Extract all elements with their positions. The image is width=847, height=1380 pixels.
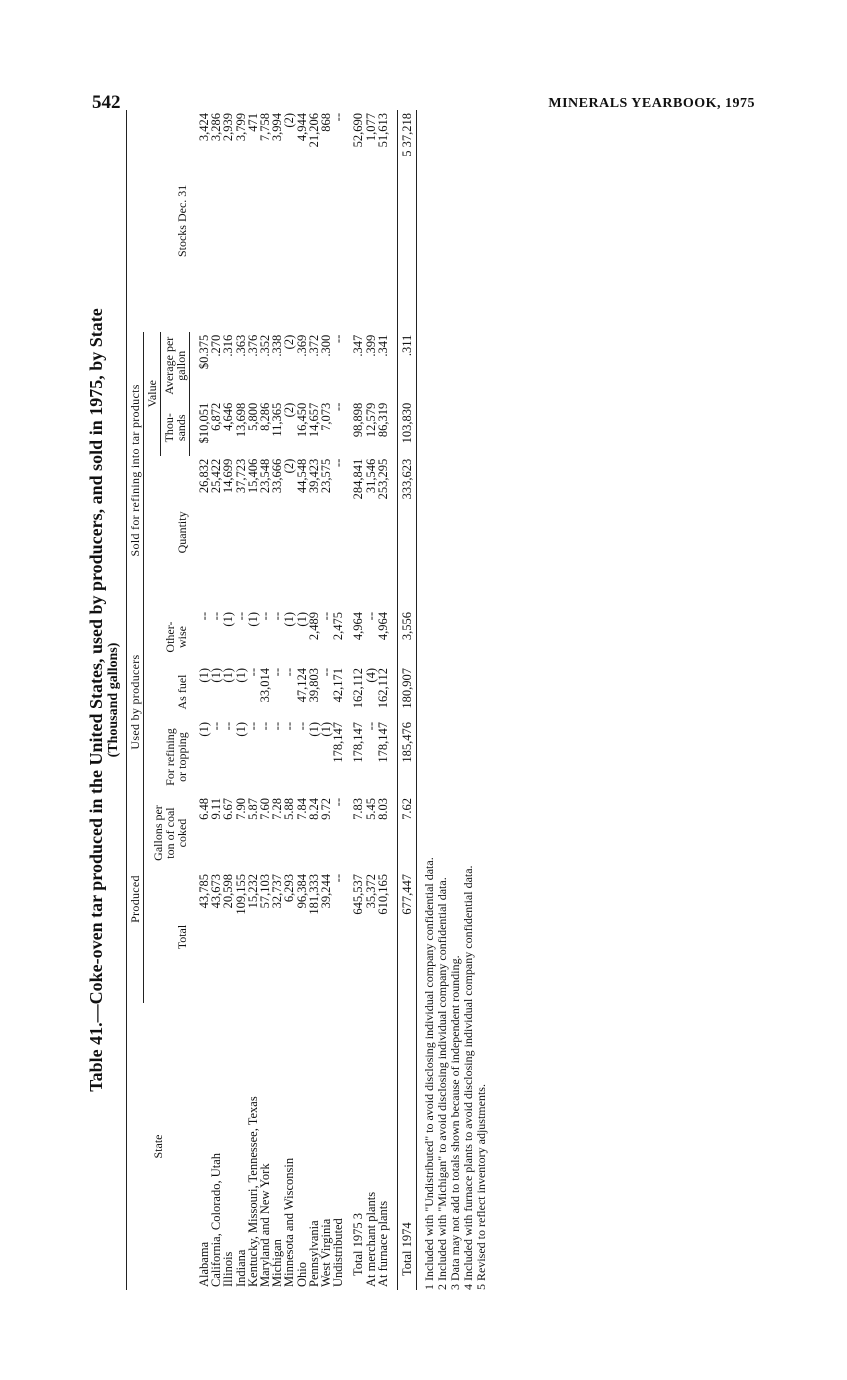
- refining-cell: 178,147: [375, 722, 390, 763]
- thousands-cell: 13,698: [233, 402, 248, 438]
- stocks-cell: 2,939: [221, 113, 236, 142]
- table-subtitle: (Thousand gallons): [106, 642, 121, 758]
- fuel-cell: 162,112: [375, 668, 390, 709]
- gpt-cell: 5.87: [245, 798, 260, 820]
- otherwise-cell: 4,964: [351, 612, 366, 641]
- avg-cell: (2): [282, 334, 297, 350]
- quantity-cell: 15,406: [245, 458, 260, 494]
- total-cell: 109,155: [233, 874, 248, 915]
- quantity-cell: 333,623: [398, 456, 417, 609]
- table-row: [352, 110, 364, 1290]
- thousands-cell: 86,319: [375, 402, 390, 438]
- header-value: Value: [144, 332, 161, 456]
- refining-cell: --: [363, 722, 378, 731]
- thousands-cell: 7,073: [319, 402, 334, 431]
- refining-cell: --: [221, 722, 236, 731]
- table-row: [222, 110, 234, 1290]
- table-row: [210, 110, 222, 1290]
- footnote: 4 Included with furnace plants to avoid disclosing individual company confidential data.: [461, 865, 476, 1290]
- stocks-cell: 21,206: [306, 113, 321, 148]
- thousands-cell: 12,579: [363, 402, 378, 438]
- avg-cell: .300: [319, 334, 334, 357]
- fuel-cell: 180,907: [398, 665, 417, 719]
- avg-cell: .341: [375, 334, 390, 357]
- quantity-cell: 253,295: [375, 458, 390, 500]
- fuel-cell: 162,112: [351, 668, 366, 709]
- otherwise-cell: --: [270, 612, 285, 621]
- gpt-cell: 7.60: [258, 798, 273, 820]
- state-cell: Maryland and New York: [258, 1163, 273, 1287]
- total-cell: --: [331, 874, 346, 883]
- state-cell: At merchant plants: [363, 1191, 378, 1287]
- header-gallons-per-ton: Gallons per ton of coal coked: [150, 805, 189, 861]
- avg-cell: .376: [245, 334, 260, 357]
- refining-cell: (1): [306, 722, 321, 737]
- total-cell: 15,232: [245, 874, 260, 909]
- state-cell: Ohio: [294, 1262, 309, 1287]
- gpt-cell: 5.88: [282, 798, 297, 820]
- table-title: Table 41.—Coke-oven tar produced in the United States, used by producers, and sold in 1975, by State: [86, 308, 106, 1092]
- avg-cell: .352: [258, 334, 273, 357]
- gpt-cell: 7.28: [270, 798, 285, 820]
- thousands-cell: 6,872: [209, 402, 224, 431]
- table-row: [198, 110, 210, 1290]
- table-body: [190, 110, 417, 1290]
- gpt-cell: 7.90: [233, 798, 248, 820]
- refining-cell: --: [258, 722, 273, 731]
- avg-cell: .311: [398, 332, 417, 400]
- header-quantity: Quantity: [174, 511, 189, 554]
- quantity-cell: 37,723: [233, 458, 248, 494]
- stocks-cell: 1,077: [363, 113, 378, 142]
- stocks-cell: 3,994: [270, 113, 285, 142]
- fuel-cell: 47,124: [294, 668, 309, 703]
- total-cell: 43,785: [197, 874, 211, 909]
- gpt-cell: 6.48: [197, 798, 211, 820]
- avg-cell: .316: [221, 334, 236, 357]
- total-cell: 39,244: [319, 874, 334, 909]
- header-otherwise: Other-wise: [162, 621, 189, 653]
- avg-cell: .270: [209, 334, 224, 357]
- stocks-cell: 4,944: [294, 113, 309, 142]
- gpt-cell: 9.72: [319, 798, 334, 820]
- otherwise-cell: --: [363, 612, 378, 621]
- quantity-cell: 23,575: [319, 458, 334, 494]
- state-cell: California, Colorado, Utah: [209, 1153, 224, 1287]
- header-sold-for-refining: Sold for refining into tar products: [127, 332, 144, 609]
- otherwise-cell: --: [209, 612, 224, 621]
- footnote: 3 Data may not add to totals shown because of independent rounding.: [448, 955, 463, 1290]
- thousands-cell: 14,657: [306, 402, 321, 438]
- stocks-cell: 3,424: [197, 113, 211, 142]
- otherwise-cell: (1): [294, 612, 309, 627]
- gpt-cell: 8.03: [375, 798, 390, 820]
- refining-cell: (1): [197, 722, 211, 737]
- fuel-cell: (1): [233, 668, 248, 683]
- fuel-cell: --: [245, 668, 260, 677]
- fuel-cell: (4): [363, 668, 378, 683]
- thousands-cell: 5,800: [245, 402, 260, 431]
- table-row: [332, 110, 344, 1290]
- fuel-cell: --: [270, 668, 285, 677]
- total-cell: 6,293: [282, 874, 297, 903]
- table-row: [308, 110, 320, 1290]
- otherwise-cell: (1): [221, 612, 236, 627]
- fuel-cell: (1): [209, 668, 224, 683]
- avg-cell: .347: [351, 334, 366, 357]
- quantity-cell: --: [331, 458, 346, 468]
- gpt-cell: 7.84: [294, 798, 309, 820]
- thousands-cell: 98,898: [351, 402, 366, 438]
- table-row: [271, 110, 283, 1290]
- avg-cell: $0.375: [197, 334, 211, 370]
- fuel-cell: (1): [197, 668, 211, 683]
- otherwise-cell: --: [197, 612, 211, 621]
- footnote: 1 Included with "Undistributed" to avoid disclosing individual company confidential data.: [422, 857, 437, 1290]
- header-average-per-gallon: Average per gallon: [161, 332, 190, 400]
- avg-cell: .372: [306, 334, 321, 357]
- state-cell: Kentucky, Missouri, Tennessee, Texas: [245, 1096, 260, 1287]
- stocks-cell: 3,799: [233, 113, 248, 142]
- thousands-cell: 4,646: [221, 402, 236, 431]
- refining-cell: 178,147: [331, 722, 346, 763]
- otherwise-cell: 2,475: [331, 612, 346, 641]
- header-used-by-producers: Used by producers: [127, 609, 144, 795]
- quantity-cell: 44,548: [294, 458, 309, 494]
- stocks-cell: 3,286: [209, 113, 224, 142]
- gpt-cell: 7.83: [351, 798, 366, 820]
- table-row: [377, 110, 389, 1290]
- thousands-cell: (2): [282, 402, 297, 418]
- thousands-cell: --: [331, 402, 346, 412]
- state-cell: Total 1975 3: [351, 1212, 366, 1276]
- avg-cell: .338: [270, 334, 285, 357]
- total-cell: 35,372: [363, 874, 378, 909]
- total-cell: 96,384: [294, 874, 309, 909]
- coke-oven-tar-table: [126, 110, 417, 1290]
- table-row: [365, 110, 377, 1290]
- header-for-refining: For refining or topping: [162, 728, 189, 786]
- header-state: State: [127, 1003, 190, 1290]
- state-cell: Total 1974: [398, 1003, 417, 1290]
- state-cell: Pennsylvania: [306, 1220, 321, 1287]
- state-cell: Indiana: [233, 1249, 248, 1287]
- state-cell: West Virginia: [319, 1218, 334, 1287]
- gpt-cell: --: [331, 798, 346, 807]
- fuel-cell: --: [282, 668, 297, 677]
- header-thousands: Thou-sands: [161, 400, 190, 456]
- stocks-cell: 52,690: [351, 113, 366, 148]
- page-number: 542: [92, 92, 121, 113]
- running-header: MINERALS YEARBOOK, 1975: [548, 96, 755, 111]
- stocks-cell: 5 37,218: [398, 110, 417, 332]
- state-cell: Michigan: [270, 1239, 285, 1287]
- stocks-cell: 471: [245, 113, 260, 132]
- state-cell: Undistributed: [331, 1218, 346, 1287]
- quantity-cell: 31,546: [363, 458, 378, 494]
- state-cell: Alabama: [197, 1241, 211, 1287]
- total-cell: 57,103: [258, 874, 273, 909]
- refining-cell: (1): [233, 722, 248, 737]
- gpt-cell: 8.24: [306, 798, 321, 820]
- otherwise-cell: --: [233, 612, 248, 621]
- thousands-cell: 8,286: [258, 402, 273, 431]
- refining-cell: 178,147: [351, 722, 366, 763]
- header-produced: Produced: [127, 795, 144, 1003]
- refining-cell: --: [270, 722, 285, 731]
- gpt-cell: 7.62: [398, 795, 417, 871]
- otherwise-cell: --: [319, 612, 334, 621]
- footnotes: [423, 110, 488, 1290]
- gpt-cell: 9.11: [209, 798, 224, 820]
- otherwise-cell: (1): [245, 612, 260, 627]
- gpt-cell: 6.67: [221, 798, 236, 820]
- quantity-cell: 23,548: [258, 458, 273, 494]
- refining-cell: (1): [319, 722, 334, 737]
- state-cell: At furnace plants: [375, 1200, 390, 1287]
- state-cell: Minnesota and Wisconsin: [282, 1157, 297, 1287]
- fuel-cell: 42,171: [331, 668, 346, 703]
- otherwise-cell: (1): [282, 612, 297, 627]
- quantity-cell: (2): [282, 458, 297, 474]
- footnote: 2 Included with "Michigan" to avoid disclosing individual company confidential data.: [435, 877, 450, 1290]
- header-produced-total: Total: [174, 924, 189, 950]
- quantity-cell: 25,422: [209, 458, 224, 494]
- otherwise-cell: 2,489: [306, 612, 321, 641]
- header-stocks: Stocks Dec. 31: [127, 110, 190, 332]
- otherwise-cell: --: [258, 612, 273, 621]
- total-cell: 677,447: [398, 871, 417, 1003]
- stocks-cell: 7,758: [258, 113, 273, 142]
- rotated-table-block: [84, 110, 554, 1290]
- table-row: [296, 110, 308, 1290]
- fuel-cell: (1): [221, 668, 236, 683]
- footnote: 5 Revised to reflect inventory adjustments.: [474, 1084, 489, 1290]
- stocks-cell: (2): [282, 113, 297, 128]
- quantity-cell: 33,666: [270, 458, 285, 494]
- thousands-cell: $10,051: [197, 402, 211, 444]
- stocks-cell: 868: [319, 113, 334, 132]
- table-row: [283, 110, 295, 1290]
- total-cell: 43,673: [209, 874, 224, 909]
- state-cell: Illinois: [221, 1251, 236, 1287]
- refining-cell: --: [209, 722, 224, 731]
- quantity-cell: 26,832: [197, 458, 211, 494]
- total-cell: 181,333: [306, 874, 321, 915]
- refining-cell: --: [282, 722, 297, 731]
- otherwise-cell: 4,964: [375, 612, 390, 641]
- total-cell: 610,165: [375, 874, 390, 915]
- stocks-cell: 51,613: [375, 113, 390, 148]
- avg-cell: .399: [363, 334, 378, 357]
- otherwise-cell: 3,556: [398, 609, 417, 665]
- total-cell: 20,598: [221, 874, 236, 909]
- stocks-cell: --: [331, 113, 346, 122]
- table-row: [259, 110, 271, 1290]
- avg-cell: --: [331, 334, 346, 344]
- fuel-cell: --: [319, 668, 334, 677]
- thousands-cell: 16,450: [294, 402, 309, 438]
- avg-cell: .363: [233, 334, 248, 357]
- quantity-cell: 14,699: [221, 458, 236, 494]
- refining-cell: 185,476: [398, 719, 417, 795]
- thousands-cell: 11,365: [270, 402, 285, 437]
- total-cell: 32,737: [270, 874, 285, 909]
- fuel-cell: 33,014: [258, 668, 273, 703]
- gpt-cell: 5.45: [363, 798, 378, 820]
- table-row: [235, 110, 247, 1290]
- quantity-cell: 39,423: [306, 458, 321, 494]
- quantity-cell: 284,841: [351, 458, 366, 500]
- thousands-cell: 103,830: [398, 400, 417, 456]
- table-row: [398, 110, 417, 1290]
- refining-cell: --: [294, 722, 309, 731]
- fuel-cell: 39,803: [306, 668, 321, 703]
- total-cell: 645,537: [351, 874, 366, 915]
- refining-cell: --: [245, 722, 260, 731]
- header-as-fuel: As fuel: [174, 674, 189, 710]
- avg-cell: .369: [294, 334, 309, 357]
